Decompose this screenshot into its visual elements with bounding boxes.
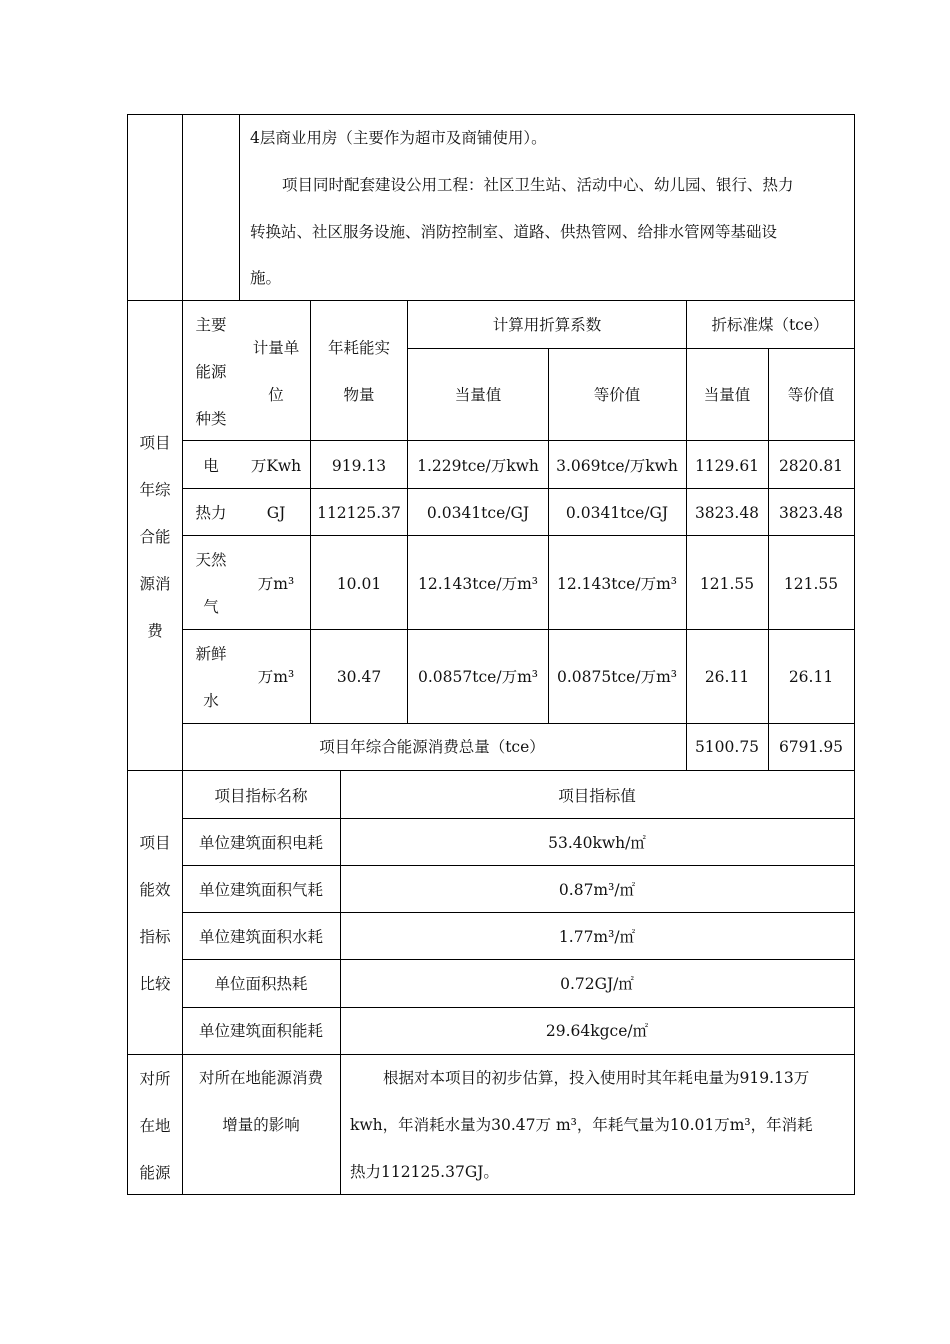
cell-type: 热力 (195, 504, 227, 522)
cell-amount: 112125.37 (317, 504, 401, 522)
indicator-value: 1.77m³/㎡ (558, 928, 636, 946)
header-coef-equal: 当量值 (454, 386, 502, 404)
cell-amount: 30.47 (336, 668, 382, 686)
header-indicator-value: 项目指标值 (558, 787, 636, 805)
cell-coef-equal: 0.0341tce/GJ (426, 504, 530, 522)
header-amount-2: 物量 (343, 386, 375, 404)
cell-unit: 万Kwh (250, 457, 302, 475)
total-std-price: 6791.95 (778, 738, 844, 756)
indicator-name: 单位面积热耗 (214, 975, 308, 993)
cell-std-price: 3823.48 (778, 504, 844, 522)
header-indicator-name: 项目指标名称 (214, 787, 308, 805)
cell-type: 天然 (195, 551, 227, 569)
header-std-coal: 折标准煤（tce） (711, 316, 829, 334)
header-amount-1: 年耗能实 (327, 339, 391, 357)
cell-coef-equal: 0.0857tce/万m³ (418, 668, 538, 686)
header-energy-type: 主要 能源 种类 (195, 316, 227, 428)
header-unit-1: 计量单 (252, 339, 300, 357)
cell-coef-equal: 1.229tce/万kwh (417, 457, 539, 475)
indicator-name: 单位建筑面积能耗 (198, 1022, 324, 1040)
cell-coef-price: 0.0341tce/GJ (565, 504, 669, 522)
indicator-value: 0.72GJ/㎡ (560, 975, 634, 993)
cell-std-equal: 3823.48 (694, 504, 760, 522)
impact-text-line: 根据对本项目的初步估算，投入使用时其年耗电量为919.13万 (383, 1069, 810, 1087)
indicator-name: 单位建筑面积电耗 (198, 834, 324, 852)
cell-unit: GJ (266, 504, 286, 522)
impact-name-line: 对所在地能源消费 (198, 1069, 324, 1087)
cell-type: 水 (203, 692, 219, 710)
total-std-equal: 5100.75 (694, 738, 760, 756)
indicator-value: 29.64kgce/㎡ (545, 1022, 649, 1040)
cell-coef-equal: 12.143tce/万m³ (418, 575, 538, 593)
impact-name-line: 增量的影响 (222, 1116, 300, 1134)
cell-unit: 万m³ (257, 575, 295, 593)
impact-text-line: kwh，年消耗水量为30.47万 m³，年耗气量为10.01万m³，年消耗 (350, 1116, 813, 1134)
indicator-name: 单位建筑面积气耗 (198, 881, 324, 899)
indicator-value: 53.40kwh/㎡ (548, 834, 646, 852)
cell-std-price: 121.55 (783, 575, 839, 593)
cell-type: 气 (203, 598, 219, 616)
cell-std-equal: 26.11 (704, 668, 750, 686)
cell-coef-price: 12.143tce/万m³ (557, 575, 677, 593)
paragraph-line: 转换站、社区服务设施、消防控制室、道路、供热管网、给排水管网等基础设 (250, 223, 778, 241)
header-unit-2: 位 (268, 386, 284, 404)
cell-amount: 919.13 (331, 457, 387, 475)
cell-coef-price: 3.069tce/万kwh (556, 457, 678, 475)
cell-unit: 万m³ (257, 668, 295, 686)
header-coef-price: 等价值 (593, 386, 641, 404)
header-std-price: 等价值 (787, 386, 835, 404)
impact-text-line: 热力112125.37GJ。 (350, 1163, 499, 1181)
cell-std-equal: 121.55 (699, 575, 755, 593)
header-std-equal: 当量值 (703, 386, 751, 404)
indicator-value: 0.87m³/㎡ (558, 881, 636, 899)
cell-amount: 10.01 (336, 575, 382, 593)
paragraph-line: 施。 (250, 269, 282, 287)
section-label: 对所 在地 能源 (139, 1070, 171, 1182)
header-coef: 计算用折算系数 (492, 316, 602, 334)
cell-coef-price: 0.0875tce/万m³ (557, 668, 677, 686)
paragraph-line: 项目同时配套建设公用工程：社区卫生站、活动中心、幼儿园、银行、热力 (282, 176, 794, 194)
cell-std-price: 2820.81 (778, 457, 844, 475)
cell-std-equal: 1129.61 (694, 457, 760, 475)
indicator-name: 单位建筑面积水耗 (198, 928, 324, 946)
cell-std-price: 26.11 (788, 668, 834, 686)
cell-type: 新鲜 (195, 645, 227, 663)
paragraph-line: 4层商业用房（主要作为超市及商铺使用）。 (250, 129, 547, 147)
total-label: 项目年综合能源消费总量（tce） (319, 738, 545, 756)
section-label: 项目 年综 合能 源消 费 (139, 434, 171, 640)
section-label: 项目 能效 指标 比较 (139, 834, 171, 993)
cell-type: 电 (203, 457, 219, 475)
